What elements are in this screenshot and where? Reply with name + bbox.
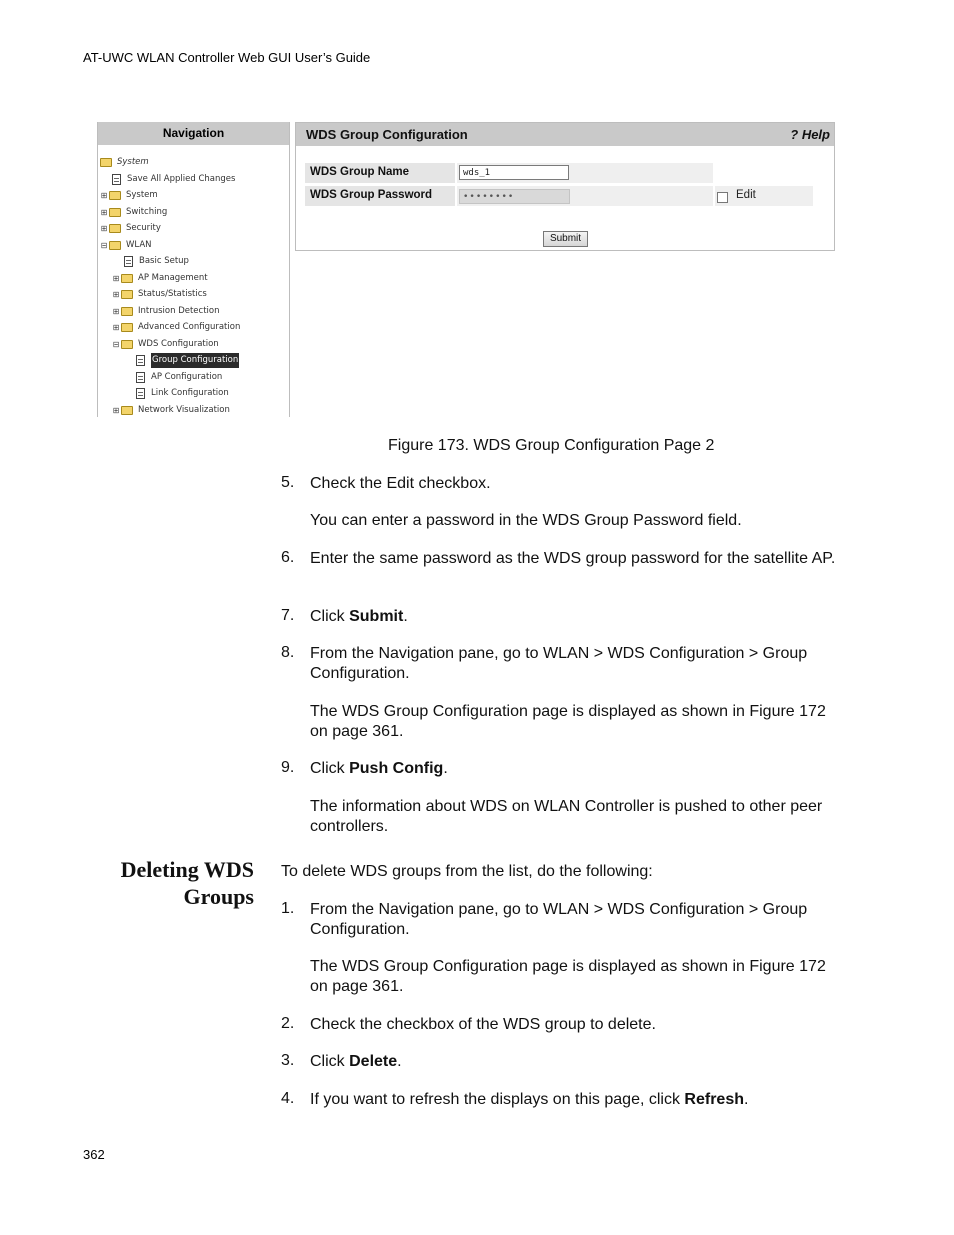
step-number: 8. xyxy=(281,644,295,661)
tree-item-ap-management[interactable] xyxy=(112,271,208,286)
tree-item-label: Basic Setup xyxy=(139,256,189,266)
expand-icon[interactable]: ⊞ xyxy=(112,289,120,299)
tree-expander xyxy=(127,390,135,398)
step-text xyxy=(310,607,850,627)
tree-item-label: Save All Applied Changes xyxy=(127,174,236,184)
panel-header xyxy=(296,123,834,146)
step-note: The information about WDS on WLAN Controller is pushed to other peer controllers. xyxy=(310,798,823,835)
tree-item-label: Group Configuration xyxy=(151,353,239,368)
tree-item-wds-configuration[interactable] xyxy=(112,337,219,352)
edit-label: Edit xyxy=(736,189,756,201)
step-number: 1. xyxy=(281,900,295,917)
step-text-pre: Click xyxy=(310,1053,350,1070)
step-text-pre: Click xyxy=(310,760,350,777)
tree-item-label: AP Configuration xyxy=(151,372,223,382)
tree-item-intrusion-detection[interactable] xyxy=(112,304,219,319)
folder-icon xyxy=(121,274,133,283)
tree-item-switching[interactable] xyxy=(100,205,167,220)
tree-item-system[interactable] xyxy=(100,188,158,203)
page-icon xyxy=(124,256,133,267)
help-link[interactable]: ? Help xyxy=(790,127,830,142)
tree-item-group-configuration[interactable] xyxy=(127,353,239,368)
step-number: 9. xyxy=(281,759,295,776)
section-heading-line: Deleting WDS xyxy=(120,857,254,882)
folder-icon xyxy=(109,191,121,200)
step-text: Check the checkbox of the WDS group to delete. xyxy=(310,1016,656,1033)
tree-item-ap-configuration[interactable] xyxy=(127,370,222,385)
step-text: Check the Edit checkbox. xyxy=(310,475,491,492)
tree-expander xyxy=(115,258,123,266)
tree-item-label: Network Visualization xyxy=(138,405,230,415)
group-name-input[interactable]: wds_1 xyxy=(459,165,569,180)
tree-item-link-configuration[interactable] xyxy=(127,386,229,401)
edit-cell xyxy=(715,186,813,206)
tree-item-label: Security xyxy=(126,223,161,233)
step-text xyxy=(310,759,850,779)
edit-checkbox[interactable] xyxy=(717,192,728,203)
group-password-label: WDS Group Password xyxy=(305,186,455,206)
step-text-pre: Click xyxy=(310,608,350,625)
group-name-label: WDS Group Name xyxy=(305,163,455,183)
step-text-post: . xyxy=(397,1053,402,1070)
folder-open-icon xyxy=(121,340,133,349)
step-note: You can enter a password in the WDS Group Password field. xyxy=(310,512,742,529)
step-text xyxy=(310,1090,850,1110)
step-number: 2. xyxy=(281,1015,295,1032)
step-text-post: . xyxy=(443,760,448,777)
group-password-input[interactable]: •••••••• xyxy=(459,189,570,204)
expand-icon[interactable]: ⊞ xyxy=(112,322,120,332)
folder-open-icon xyxy=(100,158,112,167)
expand-icon[interactable]: ⊞ xyxy=(112,405,120,415)
expand-icon[interactable]: ⊞ xyxy=(100,207,108,217)
folder-icon xyxy=(121,323,133,332)
tree-item-network-visualization[interactable] xyxy=(112,403,230,418)
tree-item-status-statistics[interactable] xyxy=(112,287,207,302)
step-number: 6. xyxy=(281,549,295,566)
step-number: 7. xyxy=(281,607,295,624)
step-text: Enter the same password as the WDS group password for the satellite AP. xyxy=(310,550,836,567)
step-text xyxy=(310,1052,850,1072)
step-text-bold: Delete xyxy=(349,1053,398,1070)
tree-item-label: Status/Statistics xyxy=(138,289,207,299)
step-text-pre: If you want to refresh the displays on this page, click xyxy=(310,1091,685,1108)
expand-icon[interactable]: ⊞ xyxy=(100,190,108,200)
panel-title: WDS Group Configuration xyxy=(306,127,468,142)
tree-item-wlan[interactable] xyxy=(100,238,152,253)
step-note: The WDS Group Configuration page is displayed as shown in Figure 172 on page 361. xyxy=(310,703,826,740)
tree-item-save-all-applied-changes[interactable] xyxy=(103,172,235,187)
folder-open-icon xyxy=(109,241,121,250)
tree-item-label: WLAN xyxy=(126,240,152,250)
submit-button[interactable]: Submit xyxy=(543,231,588,247)
step-text: From the Navigation pane, go to WLAN > WDS Configuration > Group Configuration. xyxy=(310,901,808,938)
tree-item-basic-setup[interactable] xyxy=(115,254,189,269)
section-intro: To delete WDS groups from the list, do the following: xyxy=(281,863,653,880)
folder-icon xyxy=(109,208,121,217)
expand-icon[interactable]: ⊞ xyxy=(112,273,120,283)
step-text-post: . xyxy=(403,608,408,625)
expand-icon[interactable]: ⊞ xyxy=(112,306,120,316)
folder-icon xyxy=(109,224,121,233)
step-number: 4. xyxy=(281,1090,295,1107)
tree-item-label: System xyxy=(117,157,149,167)
figure-caption: Figure 173. WDS Group Configuration Page 2 xyxy=(388,437,715,454)
page-icon xyxy=(112,174,121,185)
tree-item-label: AP Management xyxy=(138,273,208,283)
tree-item-advanced-configuration[interactable] xyxy=(112,320,240,335)
tree-expander xyxy=(127,357,135,365)
tree-item-security[interactable] xyxy=(100,221,161,236)
section-heading-line: Groups xyxy=(183,884,254,909)
tree-item-label: Advanced Configuration xyxy=(138,322,241,332)
navigation-pane xyxy=(97,122,290,417)
step-number: 3. xyxy=(281,1052,295,1069)
tree-item-label: WDS Configuration xyxy=(138,339,219,349)
document-header: AT-UWC WLAN Controller Web GUI User’s Guide xyxy=(83,50,371,65)
section-heading xyxy=(100,856,254,910)
step-note: The WDS Group Configuration page is displayed as shown in Figure 172 on page 361. xyxy=(310,958,826,995)
step-text-bold: Refresh xyxy=(684,1091,744,1108)
page-icon xyxy=(136,388,145,399)
tree-item-system-root[interactable] xyxy=(100,155,149,170)
collapse-icon[interactable]: ⊟ xyxy=(100,240,108,250)
wds-group-config-panel xyxy=(295,122,835,251)
tree-expander xyxy=(103,176,111,184)
tree-item-label: System xyxy=(126,190,158,200)
folder-icon xyxy=(121,307,133,316)
tree-expander xyxy=(127,374,135,382)
step-text: From the Navigation pane, go to WLAN > WDS Configuration > Group Configuration. xyxy=(310,645,808,682)
page-number: 362 xyxy=(83,1147,105,1162)
page-icon xyxy=(136,355,145,366)
tree-item-label: Intrusion Detection xyxy=(138,306,220,316)
expand-icon[interactable]: ⊞ xyxy=(100,223,108,233)
folder-icon xyxy=(121,406,133,415)
step-text-post: . xyxy=(744,1091,749,1108)
folder-icon xyxy=(121,290,133,299)
navigation-title: Navigation xyxy=(98,122,289,145)
step-text-bold: Submit xyxy=(349,608,404,625)
collapse-icon[interactable]: ⊟ xyxy=(112,339,120,349)
tree-item-label: Link Configuration xyxy=(151,388,229,398)
page-icon xyxy=(136,372,145,383)
step-text-bold: Push Config xyxy=(349,760,444,777)
step-number: 5. xyxy=(281,474,295,491)
tree-item-label: Switching xyxy=(126,207,168,217)
